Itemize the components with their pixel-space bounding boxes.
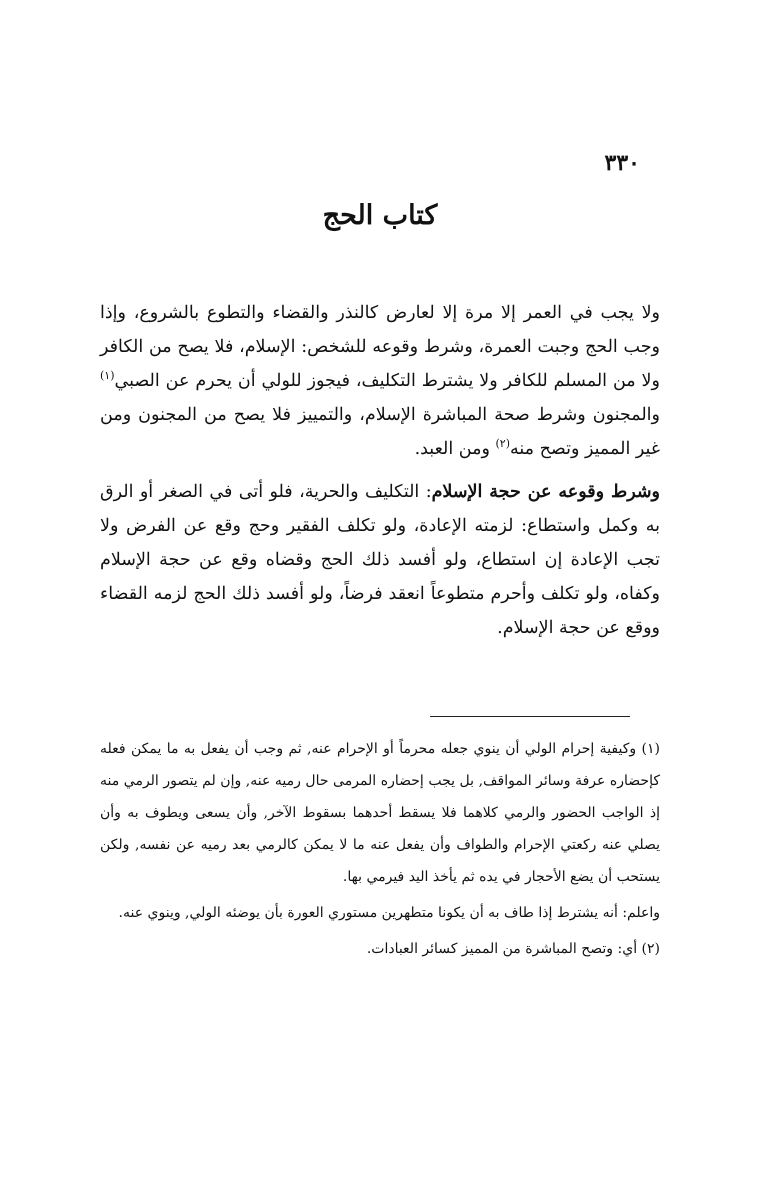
paragraph-1-end: ومن العبد. [414, 439, 496, 459]
paragraph-1-text: ولا يجب في العمر إلا مرة إلا لعارض كالنذر والقضاء والتطوع بالشروع، وإذا وجب الحج وجبت العمرة، وشرط وقوعه للشخص: الإسلام، فلا يصح من الكافر ولا من المسلم للكافر ولا يشترط التكليف، فيجوز للولي أن يحرم عن الصبي [100, 303, 660, 391]
footnote-2: (٢) أي: وتصح المباشرة من المميز كسائر العبادات. [366, 941, 660, 957]
chapter-title: كتاب الحج [322, 200, 438, 231]
footnote-separator [430, 716, 630, 717]
page-number: ٣٣٠ [604, 150, 640, 176]
paragraph-2-lead: وشرط وقوعه عن حجة الإسلام [431, 482, 660, 502]
footnote-ref-2: (٢) [495, 437, 511, 451]
footnote-1-continuation: واعلم: أنه يشترط إذا طاف به أن يكونا متطهرين مستوري العورة بأن يوضئه الولي, وينوي عنه. [118, 905, 660, 921]
paragraph-2-text: : التكليف والحرية، فلو أتى في الصغر أو الرق به وكمل واستطاع: لزمته الإعادة، ولو تكلف الفقير وحج وقع عن الفرض ولا تجب الإعادة إن استطاع، ولو أفسد ذلك الحج وقضاه وقع عن حجة الإسلام وكفاه، ولو تكلف وأحرم متطوعاً انعقد فرضاً، ولو أفسد ذلك الحج لزمه القضاء ووقع عن حجة الإسلام. [100, 482, 660, 638]
footnote-ref-1: (١) [100, 369, 115, 383]
paragraph-1 [100, 296, 660, 466]
main-text [100, 296, 660, 654]
paragraph-2 [100, 475, 660, 645]
paragraph-1-middle: والمجنون وشرط صحة المباشرة الإسلام، والتمييز فلا يصح من المجنون ومن غير المميز وتصح منه [100, 405, 660, 459]
footnote-1: (١) وكيفية إحرام الولي أن ينوي جعله محرماً أو الإحرام عنه, ثم وجب أن يفعل به ما يمكن فعله كإحضاره عرفة وسائر المواقف, بل يجب إحضاره المرمى حال رميه عنه, وإن لم يتصور الرمي منه إذ الواجب الحضور والرمي كلاهما فلا يسقط أحدهما بسقوط الآخر, وأن يسعى ويطوف به وأن يصلي عنه ركعتي الإحرام والطواف وأن يفعل عنه ما لا يمكن كالرمي بعد رميه عن نفسه, ولكن يستحب أن يضع الأحجار في يده ثم يأخذ اليد فيرمي بها. [100, 741, 660, 885]
footnotes [100, 733, 660, 969]
